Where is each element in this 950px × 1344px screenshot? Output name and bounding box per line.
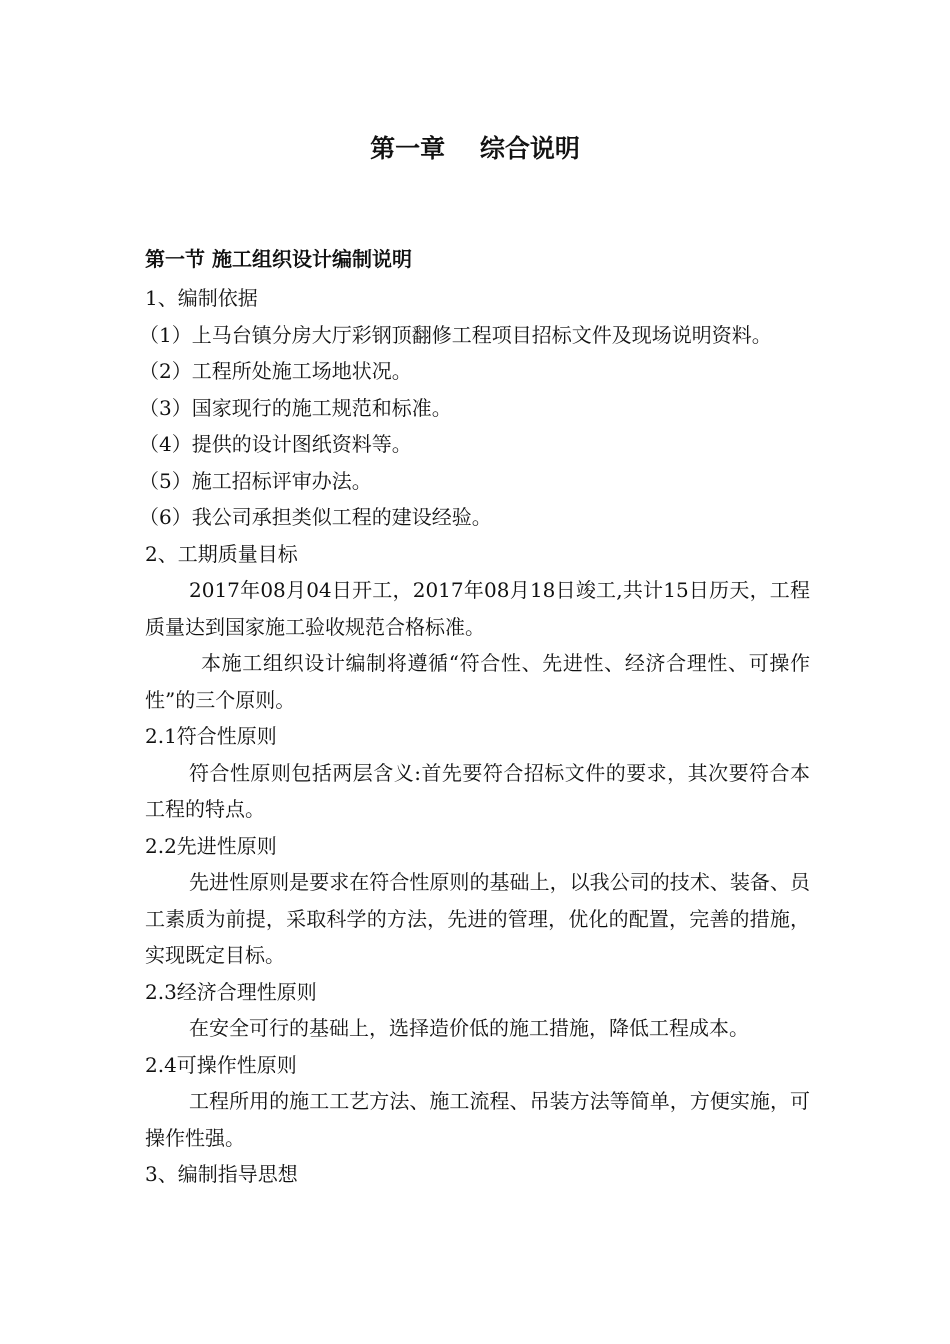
section-title: 第一节 施工组织设计编制说明 [145, 247, 412, 271]
basis-item-3: （3）国家现行的施工规范和标准。 [139, 395, 452, 420]
paragraph-conformity: 符合性原则包括两层含义:首先要符合招标文件的要求，其次要符合本工程的特点。 [145, 760, 810, 821]
heading-compile-basis: 1、编制依据 [145, 286, 258, 310]
paragraph-principles: 本施工组织设计编制将遵循“符合性、先进性、经济合理性、可操作性”的三个原则。 [145, 651, 810, 712]
basis-item-2: （2）工程所处施工场地状况。 [139, 359, 412, 383]
basis-item-1: （1）上马台镇分房大厅彩钢顶翻修工程项目招标文件及现场说明资料。 [139, 322, 772, 347]
basis-item-5: （5）施工招标评审办法。 [139, 468, 372, 493]
heading-economic: 2.3经济合理性原则 [145, 979, 317, 1004]
basis-item-6: （6）我公司承担类似工程的建设经验。 [139, 505, 492, 529]
paragraph-economic: 在安全可行的基础上，选择造价低的施工措施，降低工程成本。 [189, 1016, 749, 1040]
heading-guiding-thought: 3、编制指导思想 [145, 1162, 298, 1186]
heading-conformity: 2.1符合性原则 [145, 724, 277, 748]
body-text [139, 280, 810, 1193]
heading-operability: 2.4可操作性原则 [145, 1052, 297, 1077]
heading-schedule-quality: 2、工期质量目标 [145, 541, 298, 566]
heading-advanced: 2.2先进性原则 [145, 833, 277, 858]
paragraph-advanced: 先进性原则是要求在符合性原则的基础上，以我公司的技术、装备、员工素质为前提，采取科学的方法，先进的管理，优化的配置，完善的措施，实现既定目标。 [145, 870, 810, 967]
paragraph-schedule: 2017年08月04日开工，2017年08月18日竣工,共计15日历天，工程质量达到国家施工验收规范合格标准。 [145, 578, 810, 639]
basis-item-4: （4）提供的设计图纸资料等。 [139, 432, 412, 456]
chapter-title: 第一章 综合说明 [370, 134, 580, 163]
paragraph-operability: 工程所用的施工工艺方法、施工流程、吊装方法等简单，方便实施，可操作性强。 [145, 1089, 810, 1150]
